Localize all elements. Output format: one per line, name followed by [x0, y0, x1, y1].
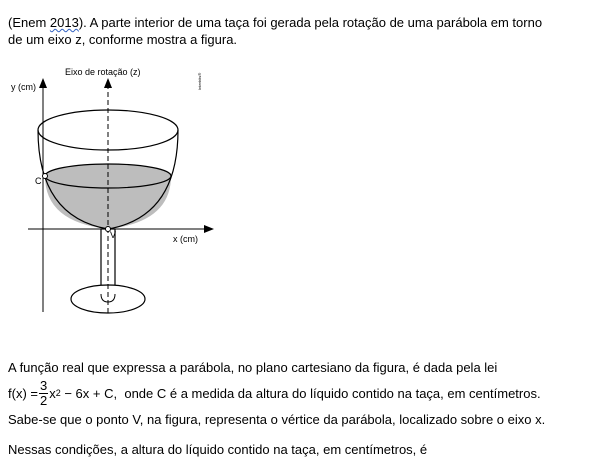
- intro-line2: de um eixo z, conforme mostra a figura.: [8, 32, 238, 47]
- fraction-denominator: 2: [39, 392, 48, 408]
- formula-x: x: [49, 385, 56, 401]
- source-prefix: (Enem: [8, 15, 50, 30]
- figure-credit: Interbits®: [197, 72, 202, 90]
- paragraph-2: Sabe-se que o ponto V, na figura, representa o vértice da parábola, localizado sobre o eixo x.: [8, 412, 546, 427]
- rotation-axis-label: Eixo de rotação (z): [65, 67, 141, 77]
- rotation-axis-arrow: [104, 78, 112, 88]
- goblet-figure: [8, 62, 218, 320]
- paragraph-1: A função real que expressa a parábola, no plano cartesiano da figura, é dada pela lei: [8, 360, 498, 375]
- source-year: 2013: [49, 15, 79, 30]
- source-suffix: ).: [78, 15, 90, 30]
- y-axis-arrow: [39, 78, 47, 88]
- intro-line1: A parte interior de uma taça foi gerada pela rotação de uma parábola em torno: [89, 15, 543, 30]
- point-c-label: C: [35, 176, 42, 186]
- vertex-label: V: [110, 230, 117, 240]
- question-intro: [8, 14, 588, 48]
- formula-prefix: f(x) =: [8, 385, 38, 401]
- x-axis-arrow: [204, 225, 214, 233]
- formula-line: [8, 376, 593, 410]
- formula-tail: onde C é a medida da altura do líquido contido na taça, em centímetros.: [117, 385, 541, 401]
- goblet-diagram: [8, 62, 218, 320]
- formula-fraction: [39, 379, 48, 408]
- y-axis-label: y (cm): [11, 82, 36, 92]
- formula-rest: − 6x + C,: [60, 385, 118, 401]
- formula-exponent: 2: [55, 388, 61, 398]
- x-axis-label: x (cm): [173, 234, 198, 244]
- fraction-numerator: 3: [39, 377, 48, 393]
- paragraph-3: Nessas condições, a altura do líquido contido na taça, em centímetros, é: [8, 442, 428, 457]
- point-c: [43, 174, 48, 179]
